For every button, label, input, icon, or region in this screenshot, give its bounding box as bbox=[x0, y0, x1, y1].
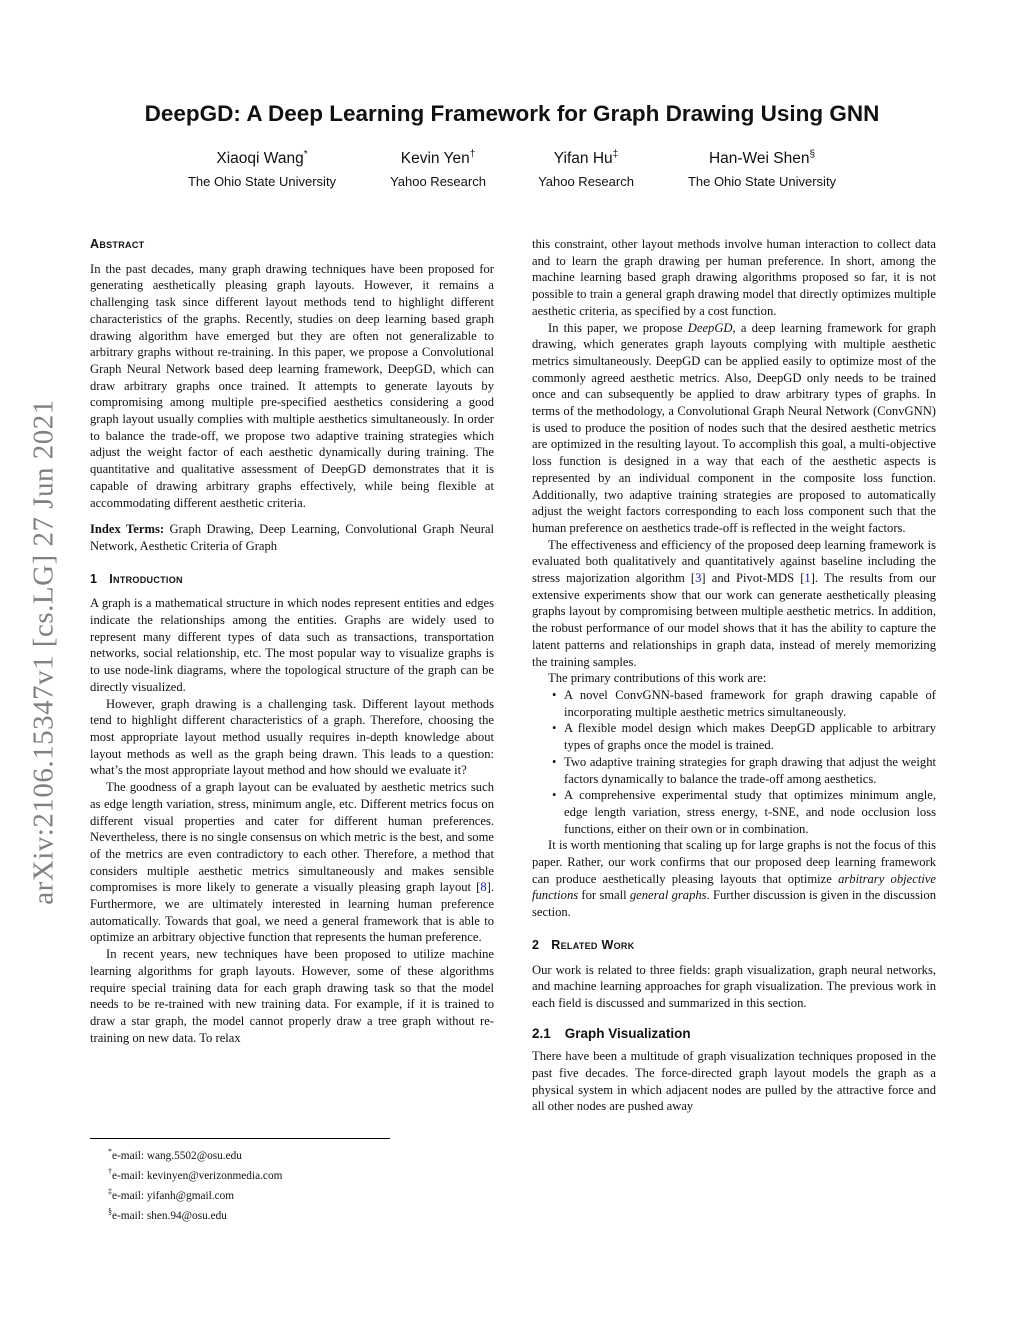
author-name: Kevin Yen bbox=[400, 150, 470, 168]
bullet-icon: • bbox=[552, 754, 557, 769]
footnote: §e-mail: shen.94@osu.edu bbox=[108, 1207, 227, 1222]
arxiv-identifier: arXiv:2106.15347v1 [cs.LG] 27 Jun 2021 bbox=[27, 399, 60, 905]
subsection-heading: 2.1 Graph Visualization bbox=[532, 1025, 691, 1041]
footnote: ‡e-mail: yifanh@gmail.com bbox=[108, 1187, 235, 1202]
paragraph: this constraint, other layout methods involve human interaction to collect data and to learn the graph drawing per human preference. In short, among the machine learning based graph drawing algorithms proposed so far, it is not possible to train a general graph drawing model that directly optimizes multiple aesthetic criteria, as specified by a cost function. bbox=[532, 237, 936, 318]
author-name: Han-Wei Shen bbox=[708, 150, 810, 168]
author-block bbox=[0, 146, 1024, 196]
abstract-heading: Abstract bbox=[90, 237, 145, 251]
author-name: Xiaoqi Wang bbox=[216, 150, 304, 168]
author-affiliation: The Ohio State University bbox=[187, 174, 337, 190]
paragraph: The primary contributions of this work are: bbox=[548, 671, 767, 686]
section-heading: 2 Related Work bbox=[532, 937, 635, 952]
abstract-text: In the past decades, many graph drawing techniques have been proposed for generating aesthetically pleasing graph layouts. However, it remains a challenging task since different layout methods tend to highlight different characteristics of the graphs. Recently, studies on deep learning based graph drawing algorithm have emerged but they are often not generalizable to arbitrary graphs without re-training. In this paper, we propose a Convolutional Graph Neural Network based deep learning framework, DeepGD, which can draw arbitrary graphs once trained. It attempts to generate layouts by compromising among multiple pre-specified aesthetics considering a good graph layout usually complies with multiple aesthetics simultaneously. In order to balance the trade-off, we propose two adaptive training strategies which adjust the weight factor of each aesthetic dynamically during training. The quantitative and qualitative assessment of DeepGD demonstrates that it is capable of drawing arbitrary graphs effectively, while being flexible at accommodating different aesthetic criteria. bbox=[90, 261, 494, 510]
index-terms bbox=[90, 521, 494, 554]
paragraph: It is worth mentioning that scaling up for large graphs is not the focus of this paper. Rather, our work confirms that our proposed deep learning framework can produce aesthetically pleasing layouts that optimize arbitrary objective functions for small general graphs. Further discussion is given in the discussion section. bbox=[532, 838, 937, 920]
bullet-icon: • bbox=[552, 721, 557, 736]
author-mark: * bbox=[303, 149, 308, 160]
author-affiliation: The Ohio State University bbox=[687, 174, 837, 190]
bullet-icon: • bbox=[552, 687, 557, 702]
paragraph: In this paper, we propose DeepGD, a deep learning framework for graph drawing, which generates graph layouts complying with multiple aesthetic metrics simultaneously. DeepGD can be applied easily to optimize most of the commonly agreed aesthetic metrics. Also, DeepGD only needs to be trained once and can subsequently be applied to draw arbitrary types of graphs. In terms of the methodology, a Convolutional Graph Neural Network (ConvGNN) is used to produce the position of nodes such that the desired aesthetic metrics are optimized in the resulting layout. To accomplish this goal, a multi-objective loss function is designed in a way that each of the aesthetic aspects is represented by an individual component in the composite loss function. Additionally, two adaptive training strategies are proposed to automatically adjust the weight factors corresponding to each loss component such that the human preference on aesthetics trade-off is reflected in the weight factors. bbox=[532, 320, 936, 535]
author-affiliation: Yahoo Research bbox=[390, 174, 486, 190]
footnote: †e-mail: kevinyen@verizonmedia.com bbox=[108, 1167, 283, 1182]
paragraph: A graph is a mathematical structure in which nodes represent entities and edges indicate the relationships among the entities. Graphs are widely used to represent many different types of data such as transactions, transportation networks, social relationship, etc. The most popular way to visualize graphs is to use node-link diagrams, where the topological structure of the graph can be directly visualized. bbox=[90, 596, 494, 694]
contributions-list bbox=[532, 687, 936, 837]
author-affiliation: Yahoo Research bbox=[538, 174, 634, 190]
paper-title: DeepGD: A Deep Learning Framework for Graph Drawing Using GNN bbox=[144, 101, 880, 126]
paragraph: However, graph drawing is a challenging task. Different layout methods tend to highlight different characteristics of a graph. Therefore, choosing the most appropriate layout method usually requires in-depth knowledge about layout methods as well as the graph being drawn. This leads to a question: what’s the most appropriate layout method and how should we evaluate it? bbox=[90, 696, 494, 778]
right-column bbox=[532, 236, 936, 1115]
paragraph: Our work is related to three fields: graph visualization, graph neural networks, and machine learning approaches for graph visualization. The previous work in each field is discussed and summarized in this section. bbox=[532, 962, 936, 1010]
citation-link[interactable]: 1 bbox=[804, 571, 811, 586]
list-item: • Two adaptive training strategies for graph drawing that adjust the weight factors dynamically to balance the trade-off among aesthetics. bbox=[552, 754, 936, 786]
paragraph: In recent years, new techniques have been proposed to utilize machine learning algorithms for graph layouts. However, some of these algorithms require special training data for each graph drawing task so that the model needs to be re-trained with new training data. For example, if it is trained to draw a star graph, the model cannot properly draw a tree graph without re-training on new data. To relax bbox=[90, 947, 494, 1045]
index-terms-text: Graph Drawing, Deep Learning, Convolutional Graph Neural Network, Aesthetic Criteria of Graph bbox=[90, 522, 494, 553]
author bbox=[162, 146, 362, 190]
bullet-icon: • bbox=[552, 788, 557, 803]
author bbox=[662, 146, 862, 190]
author bbox=[486, 146, 686, 190]
footnote: *e-mail: wang.5502@osu.edu bbox=[108, 1147, 242, 1162]
citation-link[interactable]: 8 bbox=[480, 880, 487, 895]
index-terms-label: Index Terms: bbox=[90, 522, 165, 537]
list-item: • A flexible model design which makes DeepGD applicable to arbitrary types of graphs once the model is trained. bbox=[552, 721, 936, 753]
footnote-divider bbox=[90, 1138, 390, 1139]
paragraph: The effectiveness and efficiency of the proposed deep learning framework is evaluated both qualitatively and quantitatively against baseline including the stress majorization algorithm [3] and Pivot-MDS [1]. The results from our extensive experiments show that our work can generate aesthetically pleasing graphs layout by compromising between multiple aesthetic metrics. In addition, the robust performance of our model shows that it has the ability to capture the latent patterns and relationships in graph data, instead of merely memorizing the training samples. bbox=[532, 537, 936, 669]
citation-link[interactable]: 3 bbox=[695, 571, 702, 586]
author-mark: § bbox=[809, 149, 816, 160]
list-item: • A novel ConvGNN-based framework for graph drawing capable of incorporating multiple aesthetic metrics simultaneously. bbox=[552, 687, 936, 719]
paragraph: The goodness of a graph layout can be evaluated by aesthetic metrics such as edge length variation, stress, minimum angle, etc. Different metrics focus on different visual properties and cater for different human preferences. Nevertheless, there is no single consensus on which metric is the best, and some of the metrics are even contradictory to each other. Therefore, a method that considers multiple aesthetic metrics simultaneously and makes sensible compromises is more likely to generate a visually pleasing graph layout [8]. Furthermore, we are ultimately interested in learning human preference automatically. Towards that goal, we need a general framework that is able to optimize an arbitrary objective function that represents the human preference. bbox=[90, 780, 494, 945]
list-item: • A comprehensive experimental study that optimizes minimum angle, edge length variation, stress energy, t-SNE, and node occlusion loss functions, either on their own or in combination. bbox=[552, 788, 936, 836]
author-mark: † bbox=[469, 149, 476, 160]
author-name: Yifan Hu bbox=[553, 150, 613, 168]
paragraph: There have been a multitude of graph visualization techniques proposed in the past five decades. The force-directed graph layout models the graph as a physical system in which adjacent nodes are pulled by the attractive force and all other nodes are pushed away bbox=[532, 1049, 936, 1114]
left-column bbox=[90, 236, 494, 1046]
author-mark: ‡ bbox=[612, 149, 619, 160]
section-heading: 1 Introduction bbox=[90, 571, 183, 586]
footnotes bbox=[90, 1144, 490, 1224]
